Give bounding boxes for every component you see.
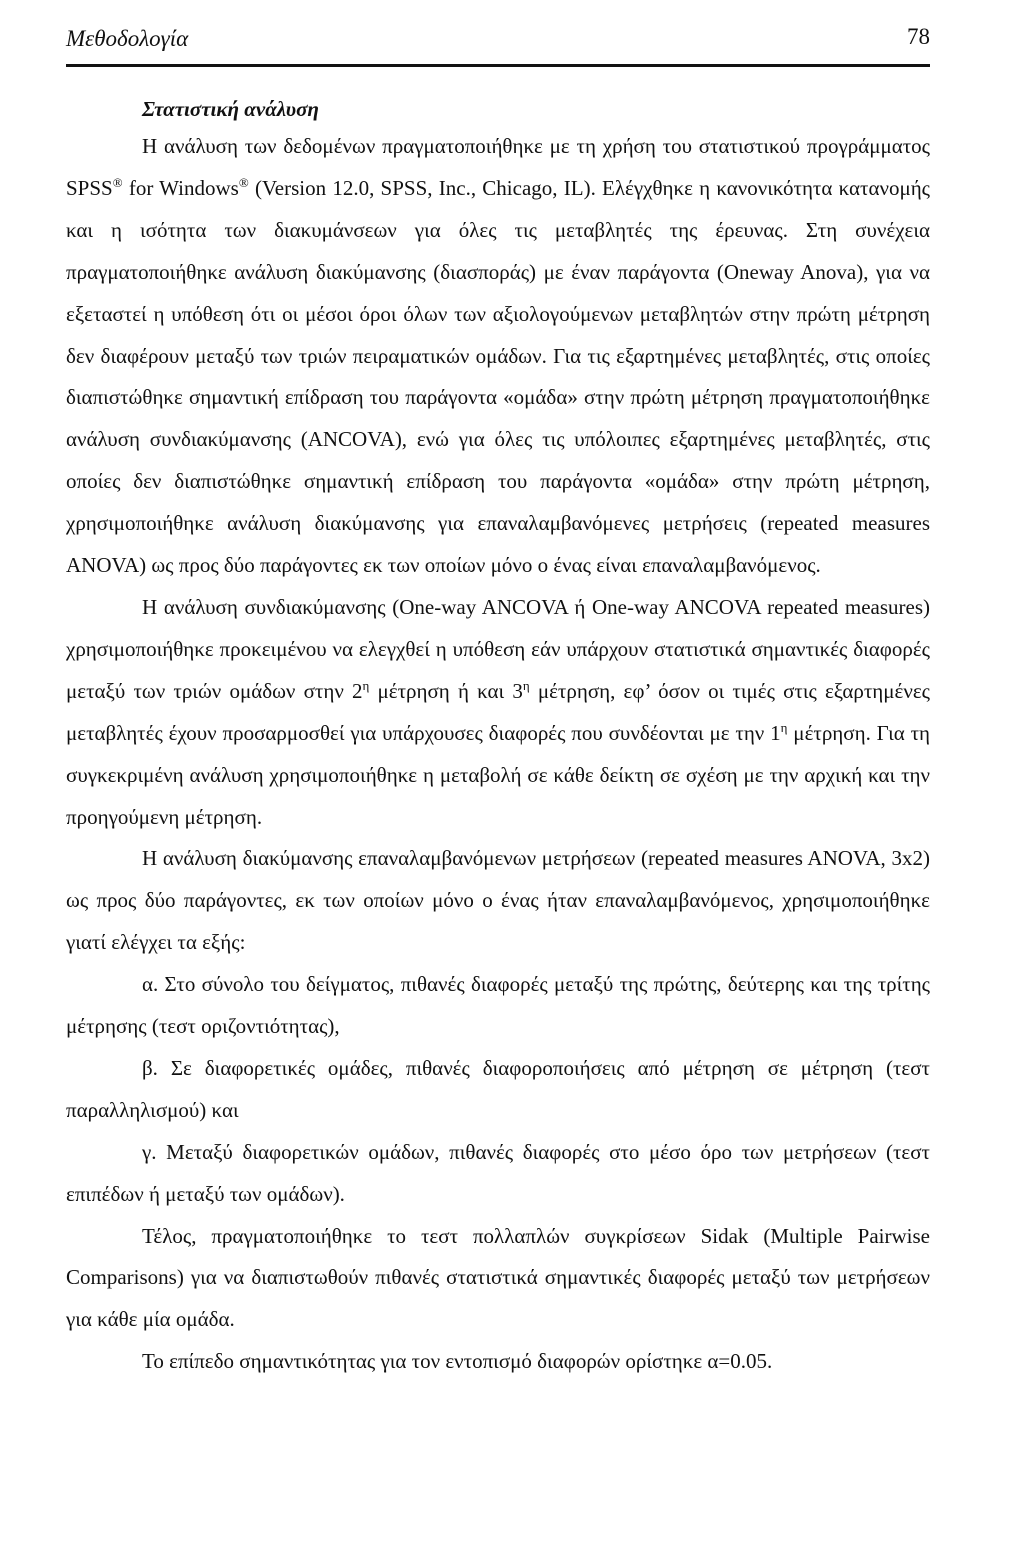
paragraph-2 (66, 587, 930, 838)
registered-mark: ® (112, 174, 123, 190)
ordinal-superscript: η (362, 677, 370, 693)
page-number: 78 (907, 24, 930, 49)
paragraph-1-text-b: for Windows (122, 175, 239, 200)
paragraph-1-text-a: Η ανάλυση των δεδομένων πραγματοποιήθηκε με τη χρήση του στατιστικού προγράμματος SPSS (66, 134, 930, 200)
document-page (66, 0, 930, 1374)
section-title: Στατιστική ανάλυση (142, 97, 319, 121)
paragraph-2-text-b: μέτρηση ή και 3 (369, 678, 523, 703)
document-body (66, 92, 930, 1383)
running-title: Μεθοδολογία (66, 26, 189, 51)
registered-mark: ® (238, 174, 249, 190)
running-header (66, 0, 930, 62)
paragraph-3: Η ανάλυση διακύμανσης επαναλαμβανόμενων μετρήσεων (repeated measures ANOVA, 3x2) ως προς δύο παράγοντες, εκ των οποίων μόνο ο ένας ήταν επαναλαμβανόμενος, χρησιμοποιήθηκε γιατί ελέγχει τα εξής: (66, 846, 930, 955)
list-item-b: β. Σε διαφορετικές ομάδες, πιθανές διαφοροποιήσεις από μέτρηση σε μέτρηση (τεστ παραλληλισμού) και (66, 1055, 930, 1122)
paragraph-2-text-d: μέτρηση. Για τη συγκεκριμένη ανάλυση χρησιμοποιήθηκε η μεταβολή σε κάθε δείκτη σε σχέση με την αρχική και την προηγούμενη μέτρηση. (66, 720, 930, 829)
paragraph-1 (66, 126, 930, 587)
list-item-a: α. Στο σύνολο του δείγματος, πιθανές διαφορές μεταξύ της πρώτης, δεύτερης και της τρίτης μέτρησης (τεστ οριζοντιότητας), (66, 972, 930, 1039)
ordinal-superscript: η (522, 677, 530, 693)
paragraph-4: Τέλος, πραγματοποιήθηκε το τεστ πολλαπλών συγκρίσεων Sidak (Multiple Pairwise Comparisons) για να διαπιστωθούν πιθανές στατιστικά σημαντικές διαφορές μεταξύ των μετρήσεων για κάθε μία ομάδα. (66, 1223, 930, 1332)
paragraph-5: Το επίπεδο σημαντικότητας για τον εντοπισμό διαφορών ορίστηκε α=0.05. (142, 1349, 773, 1374)
paragraph-1-text-c: (Version 12.0, SPSS, Inc., Chicago, IL). Ελέγχθηκε η κανονικότητα κατανομής και η ισότητα των διακυμάνσεων για όλες τις μεταβλητές της έρευνας. Στη συνέχεια πραγματοποιήθηκε ανάλυση διακύμανσης (διασποράς) με έναν παράγοντα (Oneway Anova), για να εξεταστεί η υπόθεση ότι οι μέσοι όροι όλων των αξιολογούμενων μεταβλητών στην πρώτη μέτρηση δεν διαφέρουν μεταξύ των τριών πειραματικών ομάδων. Για τις εξαρτημένες μεταβλητές, στις οποίες διαπιστώθηκε σημαντική επίδραση του παράγοντα «ομάδα» στην πρώτη μέτρηση πραγματοποιήθηκε ανάλυση συνδιακύμανσης (ANCOVA), ενώ για όλες τις υπόλοιπες εξαρτημένες μεταβλητές, στις οποίες δεν διαπιστώθηκε σημαντική επίδραση του παράγοντα «ομάδα» στην πρώτη μέτρηση, χρησιμοποιήθηκε ανάλυση διακύμανσης για επαναλαμβανόμενες μετρήσεις (repeated measures ANOVA) ως προς δύο παράγοντες εκ των οποίων μόνο ο ένας είναι επαναλαμβανόμενος. (66, 175, 930, 578)
paragraph-2-text-a: Η ανάλυση συνδιακύμανσης (One-way ANCOVA ή One-way ANCOVA repeated measures) χρησιμοποιήθηκε προκειμένου να ελεγχθεί η υπόθεση εάν υπάρχουν στατιστικά σημαντικές διαφορές μεταξύ των τριών ομάδων στην 2 (66, 594, 930, 703)
list-item-c: γ. Μεταξύ διαφορετικών ομάδων, πιθανές διαφορές στο μέσο όρο των μετρήσεων (τεστ επιπέδων ή μεταξύ των ομάδων). (66, 1139, 930, 1206)
header-rule (66, 64, 930, 67)
ordinal-superscript: η (780, 719, 788, 735)
paragraph-2-text-c: μέτρηση, εφ’ όσον οι τιμές στις εξαρτημένες μεταβλητές έχουν προσαρμοσθεί για υπάρχουσες διαφορές που συνδέονται με την 1 (66, 678, 930, 745)
